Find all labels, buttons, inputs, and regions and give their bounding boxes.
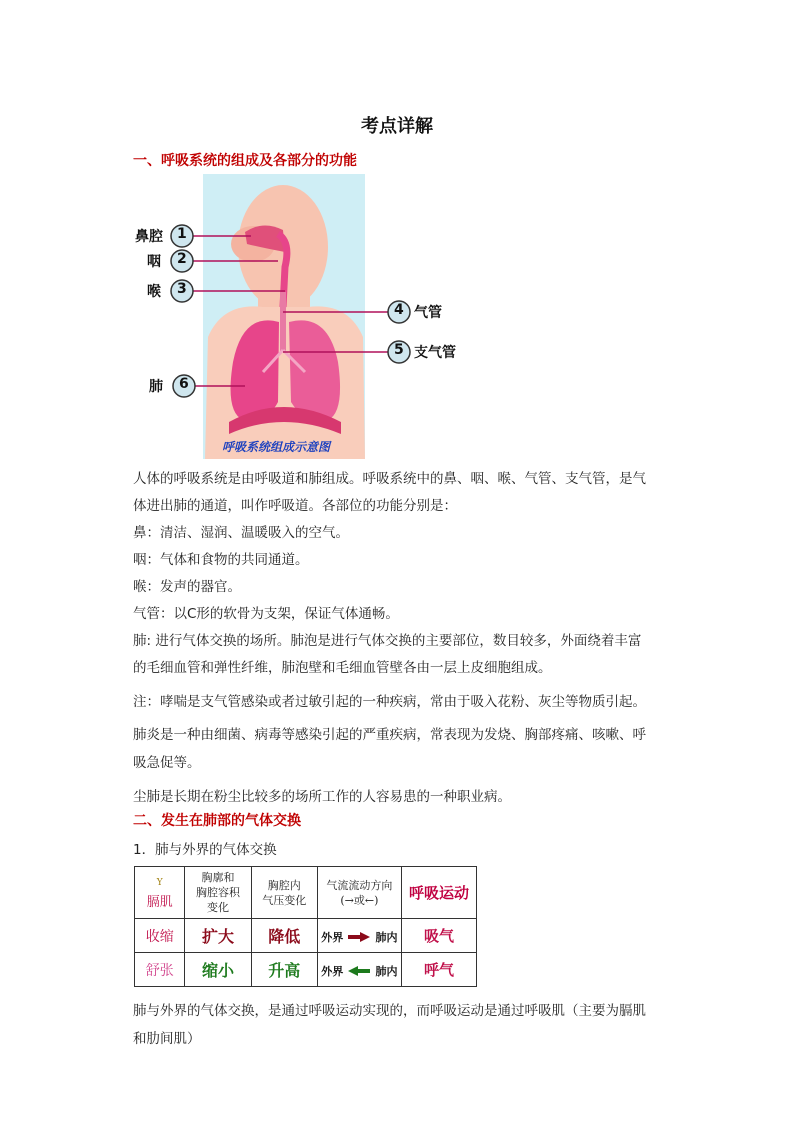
arrow-left-icon — [348, 966, 370, 976]
label-bronchus: 支气管 — [414, 345, 456, 361]
header-airflow-l2: (→或←) — [340, 893, 379, 907]
paragraph-intro-line2: 体进出肺的通道，叫作呼吸道。各部位的功能分别是： — [133, 498, 457, 514]
closing-line2: 和肋间肌） — [133, 1031, 201, 1047]
header-mark: Y — [156, 877, 163, 888]
header-pressure — [251, 867, 317, 919]
cell-airflow — [317, 919, 401, 953]
label-nasal-cavity: 鼻腔 — [135, 229, 163, 245]
paragraph-intro-line1: 人体的呼吸系统是由呼吸道和肺组成。呼吸系统中的鼻、咽、喉、气管、支气管，是气 — [133, 471, 646, 487]
function-trachea: 气管：以C形的软骨为支架，保证气体通畅。 — [133, 606, 399, 622]
header-airflow-l1: 气流流动方向 — [326, 878, 393, 892]
label-lung: 肺 — [149, 379, 163, 395]
section1-heading: 一、呼吸系统的组成及各部分的功能 — [133, 153, 357, 169]
cell-volume: 扩大 — [185, 919, 251, 953]
header-pressure-l2: 气压变化 — [262, 893, 307, 907]
airflow-to: 肺内 — [375, 931, 398, 944]
respiratory-system-figure — [133, 172, 473, 462]
badge-2: 2 — [177, 251, 187, 267]
header-motion-label: 呼吸运动 — [408, 884, 469, 902]
cell-pressure: 升高 — [251, 953, 317, 987]
section2-subheading: 1．肺与外界的气体交换 — [133, 842, 277, 858]
badge-6: 6 — [179, 376, 189, 392]
airflow-from: 外界 — [321, 965, 344, 978]
pneumonia-line1: 肺炎是一种由细菌、病毒等感染引起的严重疾病，常表现为发烧、胸部疼痛、咳嗽、呼 — [133, 727, 646, 743]
cell-motion: 呼气 — [401, 953, 476, 987]
note-asthma: 注：哮喘是支气管感染或者过敏引起的一种疾病，常由于吸入花粉、灰尘等物质引起。 — [133, 694, 646, 710]
function-larynx: 喉：发声的器官。 — [133, 579, 241, 595]
page-title: 考点详解 — [361, 116, 433, 137]
table-header-row — [135, 867, 477, 919]
label-trachea: 气管 — [414, 305, 442, 321]
header-diaphragm-label: 膈肌 — [146, 894, 173, 910]
label-pharynx: 咽 — [147, 254, 161, 270]
cell-muscle: 舒张 — [135, 953, 185, 987]
header-volume-l3: 变化 — [207, 901, 230, 914]
cell-volume: 缩小 — [185, 953, 251, 987]
pneumoconiosis: 尘肺是长期在粉尘比较多的场所工作的人容易患的一种职业病。 — [133, 789, 511, 805]
badge-1: 1 — [177, 226, 187, 242]
arrow-right-icon — [348, 932, 370, 942]
closing-line1: 肺与外界的气体交换，是通过呼吸运动实现的，而呼吸运动是通过呼吸肌（主要为膈肌 — [133, 1003, 646, 1019]
cell-pressure: 降低 — [251, 919, 317, 953]
airflow-to: 肺内 — [375, 965, 398, 978]
header-volume-l1: 胸廓和 — [201, 871, 235, 884]
table-row — [135, 919, 477, 953]
header-diaphragm — [135, 867, 185, 919]
header-volume — [185, 867, 251, 919]
header-volume-l2: 胸腔容积 — [196, 886, 241, 899]
function-nose: 鼻：清洁、湿润、温暖吸入的空气。 — [133, 525, 349, 541]
table-row — [135, 953, 477, 987]
badge-5: 5 — [394, 342, 404, 358]
cell-airflow — [317, 953, 401, 987]
cell-muscle: 收缩 — [135, 919, 185, 953]
header-pressure-l1: 胸腔内 — [267, 878, 301, 892]
section2-heading: 二、发生在肺部的气体交换 — [133, 813, 301, 829]
pneumonia-line2: 吸急促等。 — [133, 755, 201, 771]
badge-4: 4 — [394, 302, 404, 318]
header-motion — [401, 867, 476, 919]
breathing-table — [134, 866, 477, 987]
function-pharynx: 咽：气体和食物的共同通道。 — [133, 552, 309, 568]
airflow-from: 外界 — [321, 931, 344, 944]
function-lung-line2: 的毛细血管和弹性纤维，肺泡壁和毛细血管壁各由一层上皮细胞组成。 — [133, 660, 552, 676]
cell-motion: 吸气 — [401, 919, 476, 953]
function-lung-line1: 肺: 进行气体交换的场所。肺泡是进行气体交换的主要部位，数目较多，外面绕着丰富 — [133, 633, 642, 649]
figure-caption: 呼吸系统组成示意图 — [222, 440, 331, 454]
header-airflow — [317, 867, 401, 919]
label-larynx: 喉 — [147, 284, 161, 300]
badge-3: 3 — [177, 281, 187, 297]
